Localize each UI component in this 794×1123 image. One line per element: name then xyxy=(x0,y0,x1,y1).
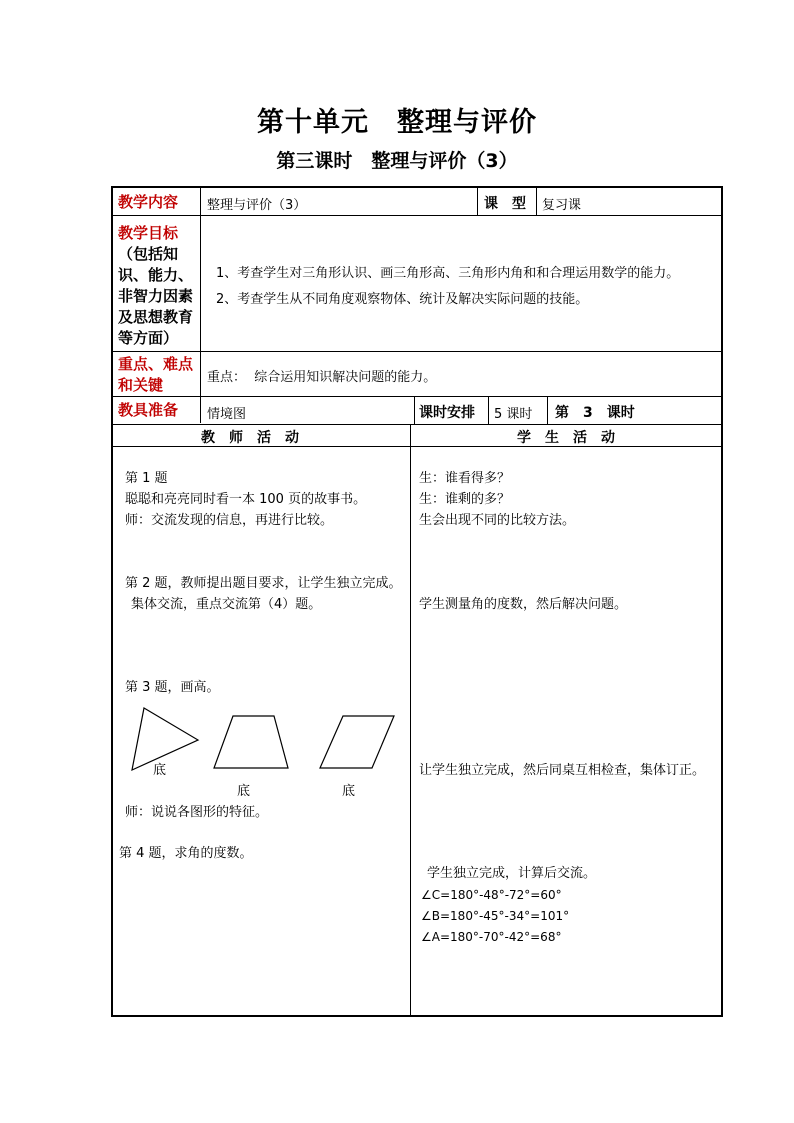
row-divider xyxy=(111,351,723,352)
row-divider xyxy=(111,215,723,216)
q3-line2: 师：说说各图形的特征。 xyxy=(125,805,269,820)
type-value: 复习课 xyxy=(542,198,582,213)
row-divider xyxy=(111,396,723,397)
a4-angle-a: ∠A=180°-70°-42°=68° xyxy=(421,930,562,944)
a3-text: 让学生独立完成，然后同桌互相检查，集体订正。 xyxy=(419,763,706,778)
q1-title: 第 1 题 xyxy=(125,471,168,486)
shape-label: 底 xyxy=(153,763,167,778)
column-divider xyxy=(536,187,537,215)
q2-line1: 第 2 题，教师提出题目要求，让学生独立完成。 xyxy=(125,576,402,591)
goals-label-detail: （包括知识、能力、非智力因素及思想教育等方面） xyxy=(118,245,194,347)
student-header: 学 生 活 动 xyxy=(517,430,615,446)
a4-angle-b: ∠B=180°-45°-34°=101° xyxy=(421,909,570,923)
content-value: 整理与评价（3） xyxy=(207,198,307,213)
a1-line3: 生会出现不同的比较方法。 xyxy=(419,513,576,528)
key-value: 重点： 综合运用知识解决问题的能力。 xyxy=(207,370,437,385)
column-divider xyxy=(488,396,489,424)
lesson-subtitle: 第三课时 整理与评价（3） xyxy=(276,150,518,172)
current-lesson: 第 3 课时 xyxy=(555,405,635,421)
content-label: 教学内容 xyxy=(118,193,179,211)
a4-angle-c: ∠C=180°-48°-72°=60° xyxy=(421,888,562,902)
goal-item: 2、考查学生从不同角度观察物体、统计及解决实际问题的技能。 xyxy=(216,292,589,307)
page-title: 第十单元 整理与评价 xyxy=(257,107,537,138)
q1-line1: 聪聪和亮亮同时看一本 100 页的故事书。 xyxy=(125,492,367,507)
key-label: 重点、难点和关键 xyxy=(118,355,194,394)
shape-label: 底 xyxy=(237,784,251,799)
q1-line2: 师：交流发现的信息，再进行比较。 xyxy=(125,513,334,528)
triangle-shape xyxy=(132,708,198,770)
shape-label: 底 xyxy=(342,784,356,799)
parallelogram-shape xyxy=(320,716,394,768)
schedule-value: 5 课时 xyxy=(494,407,533,422)
q3-title: 第 3 题，画高。 xyxy=(125,680,220,695)
q2-line2: 集体交流，重点交流第（4）题。 xyxy=(131,597,322,612)
column-divider xyxy=(410,424,411,1016)
type-label: 课 型 xyxy=(484,196,526,212)
teacher-header: 教 师 活 动 xyxy=(201,430,299,446)
row-divider xyxy=(111,424,723,425)
a4-title: 学生独立完成，计算后交流。 xyxy=(427,866,597,881)
tools-label: 教具准备 xyxy=(118,401,179,419)
tools-value: 情境图 xyxy=(207,407,247,422)
q4-title: 第 4 题，求角的度数。 xyxy=(119,846,253,861)
a1-line1: 生：谁看得多？ xyxy=(419,471,511,486)
column-divider xyxy=(414,396,415,424)
goals-label xyxy=(118,223,198,349)
column-divider xyxy=(477,187,478,215)
schedule-label: 课时安排 xyxy=(419,405,475,421)
column-divider xyxy=(547,396,548,424)
goal-item: 1、考查学生对三角形认识、画三角形高、三角形内角和和合理运用数学的能力。 xyxy=(216,266,680,281)
goals-label-main: 教学目标 xyxy=(118,224,179,242)
column-divider xyxy=(200,187,201,423)
trapezoid-shape xyxy=(214,716,288,768)
a1-line2: 生：谁剩的多？ xyxy=(419,492,511,507)
a2-text: 学生测量角的度数，然后解决问题。 xyxy=(419,597,628,612)
